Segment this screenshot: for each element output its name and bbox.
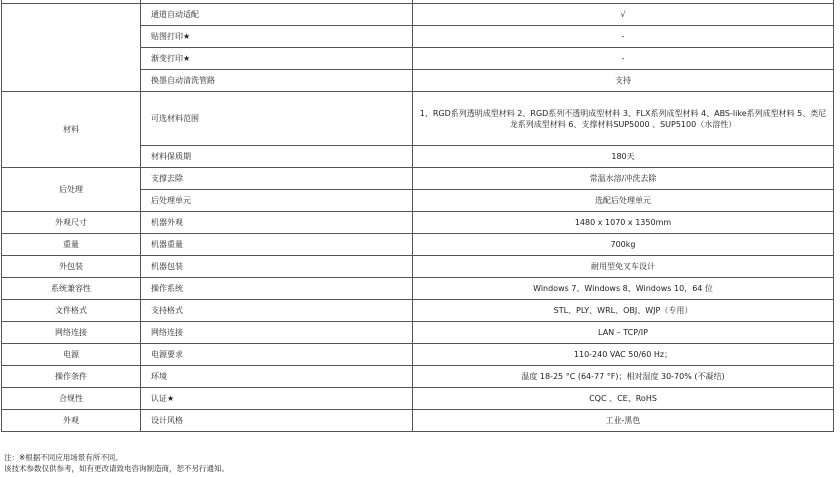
footnotes xyxy=(4,452,229,474)
item-cell: 机器包装 xyxy=(141,256,413,278)
item-cell: 通道自动适配 xyxy=(141,4,413,26)
table-row xyxy=(2,410,834,432)
category-cell: 外观 xyxy=(2,410,141,432)
category-cell: 外观尺寸 xyxy=(2,212,141,234)
value-cell: 支持 xyxy=(413,70,834,92)
table-row xyxy=(2,366,834,388)
category-cell xyxy=(2,4,141,92)
value-cell: - xyxy=(413,48,834,70)
item-cell: 支撑去除 xyxy=(141,168,413,190)
table-row xyxy=(2,168,834,190)
value-cell: 常温水溶/冲洗去除 xyxy=(413,168,834,190)
category-cell: 后处理 xyxy=(2,168,141,212)
item-cell: 认证★ xyxy=(141,388,413,410)
value-cell: 180天 xyxy=(413,146,834,168)
item-cell: 操作系统 xyxy=(141,278,413,300)
value-cell: 110-240 VAC 50/60 Hz； xyxy=(413,344,834,366)
item-cell: 可选材料范围 xyxy=(141,92,413,146)
table-row xyxy=(2,256,834,278)
value-cell: 选配后处理单元 xyxy=(413,190,834,212)
value-cell: 700kg xyxy=(413,234,834,256)
category-cell: 材料 xyxy=(2,92,141,168)
value-cell: LAN – TCP/IP xyxy=(413,322,834,344)
category-cell: 文件格式 xyxy=(2,300,141,322)
value-cell: STL、PLY、WRL、OBJ、WJP（专用） xyxy=(413,300,834,322)
value-cell: 1480 x 1070 x 1350mm xyxy=(413,212,834,234)
table-row xyxy=(2,388,834,410)
item-cell: 材料保质期 xyxy=(141,146,413,168)
item-cell: 环境 xyxy=(141,366,413,388)
value-cell: - xyxy=(413,26,834,48)
category-cell: 操作条件 xyxy=(2,366,141,388)
item-cell: 贴图打印★ xyxy=(141,26,413,48)
item-cell: 机器外观 xyxy=(141,212,413,234)
item-cell: 后处理单元 xyxy=(141,190,413,212)
item-cell: 机器重量 xyxy=(141,234,413,256)
table-row xyxy=(2,212,834,234)
item-cell: 网络连接 xyxy=(141,322,413,344)
category-cell: 网络连接 xyxy=(2,322,141,344)
value-cell: Windows 7、Windows 8、Windows 10，64 位 xyxy=(413,278,834,300)
footnote-line: 该技术参数仅供参考，如有更改请致电咨询制造商，恕不另行通知。 xyxy=(4,464,229,473)
value-cell: 耐用型免叉车设计 xyxy=(413,256,834,278)
category-cell: 电源 xyxy=(2,344,141,366)
table-row xyxy=(2,322,834,344)
table-row xyxy=(2,278,834,300)
table-row xyxy=(2,344,834,366)
item-cell: 设计风格 xyxy=(141,410,413,432)
table-row xyxy=(2,300,834,322)
table-row xyxy=(2,92,834,146)
item-cell: 支持格式 xyxy=(141,300,413,322)
category-cell: 系统兼容性 xyxy=(2,278,141,300)
value-cell: 温度 18-25 °C (64-77 °F)；相对湿度 30-70% (不凝结) xyxy=(413,366,834,388)
value-cell: CQC 、CE、RoHS xyxy=(413,388,834,410)
category-cell: 合规性 xyxy=(2,388,141,410)
category-cell: 外包装 xyxy=(2,256,141,278)
value-cell: 1、RGD系列透明成型材料 2、RGD系列不透明成型材料 3、FLX系列成型材料 4、ABS-like系列成型材料 5、类尼龙系列成型材料 6、支撑材料SUP5000 、SUP5100（水溶性） xyxy=(413,92,834,146)
table-row xyxy=(2,4,834,26)
item-cell: 电源要求 xyxy=(141,344,413,366)
table-row xyxy=(2,234,834,256)
value-cell: √ xyxy=(413,4,834,26)
value-cell: 工业-黑色 xyxy=(413,410,834,432)
category-cell: 重量 xyxy=(2,234,141,256)
spec-table xyxy=(1,0,834,432)
footnote-line: 注：※根据不同应用场景有所不同。 xyxy=(4,453,123,462)
item-cell: 渐变打印★ xyxy=(141,48,413,70)
item-cell: 换墨自动清洗管路 xyxy=(141,70,413,92)
